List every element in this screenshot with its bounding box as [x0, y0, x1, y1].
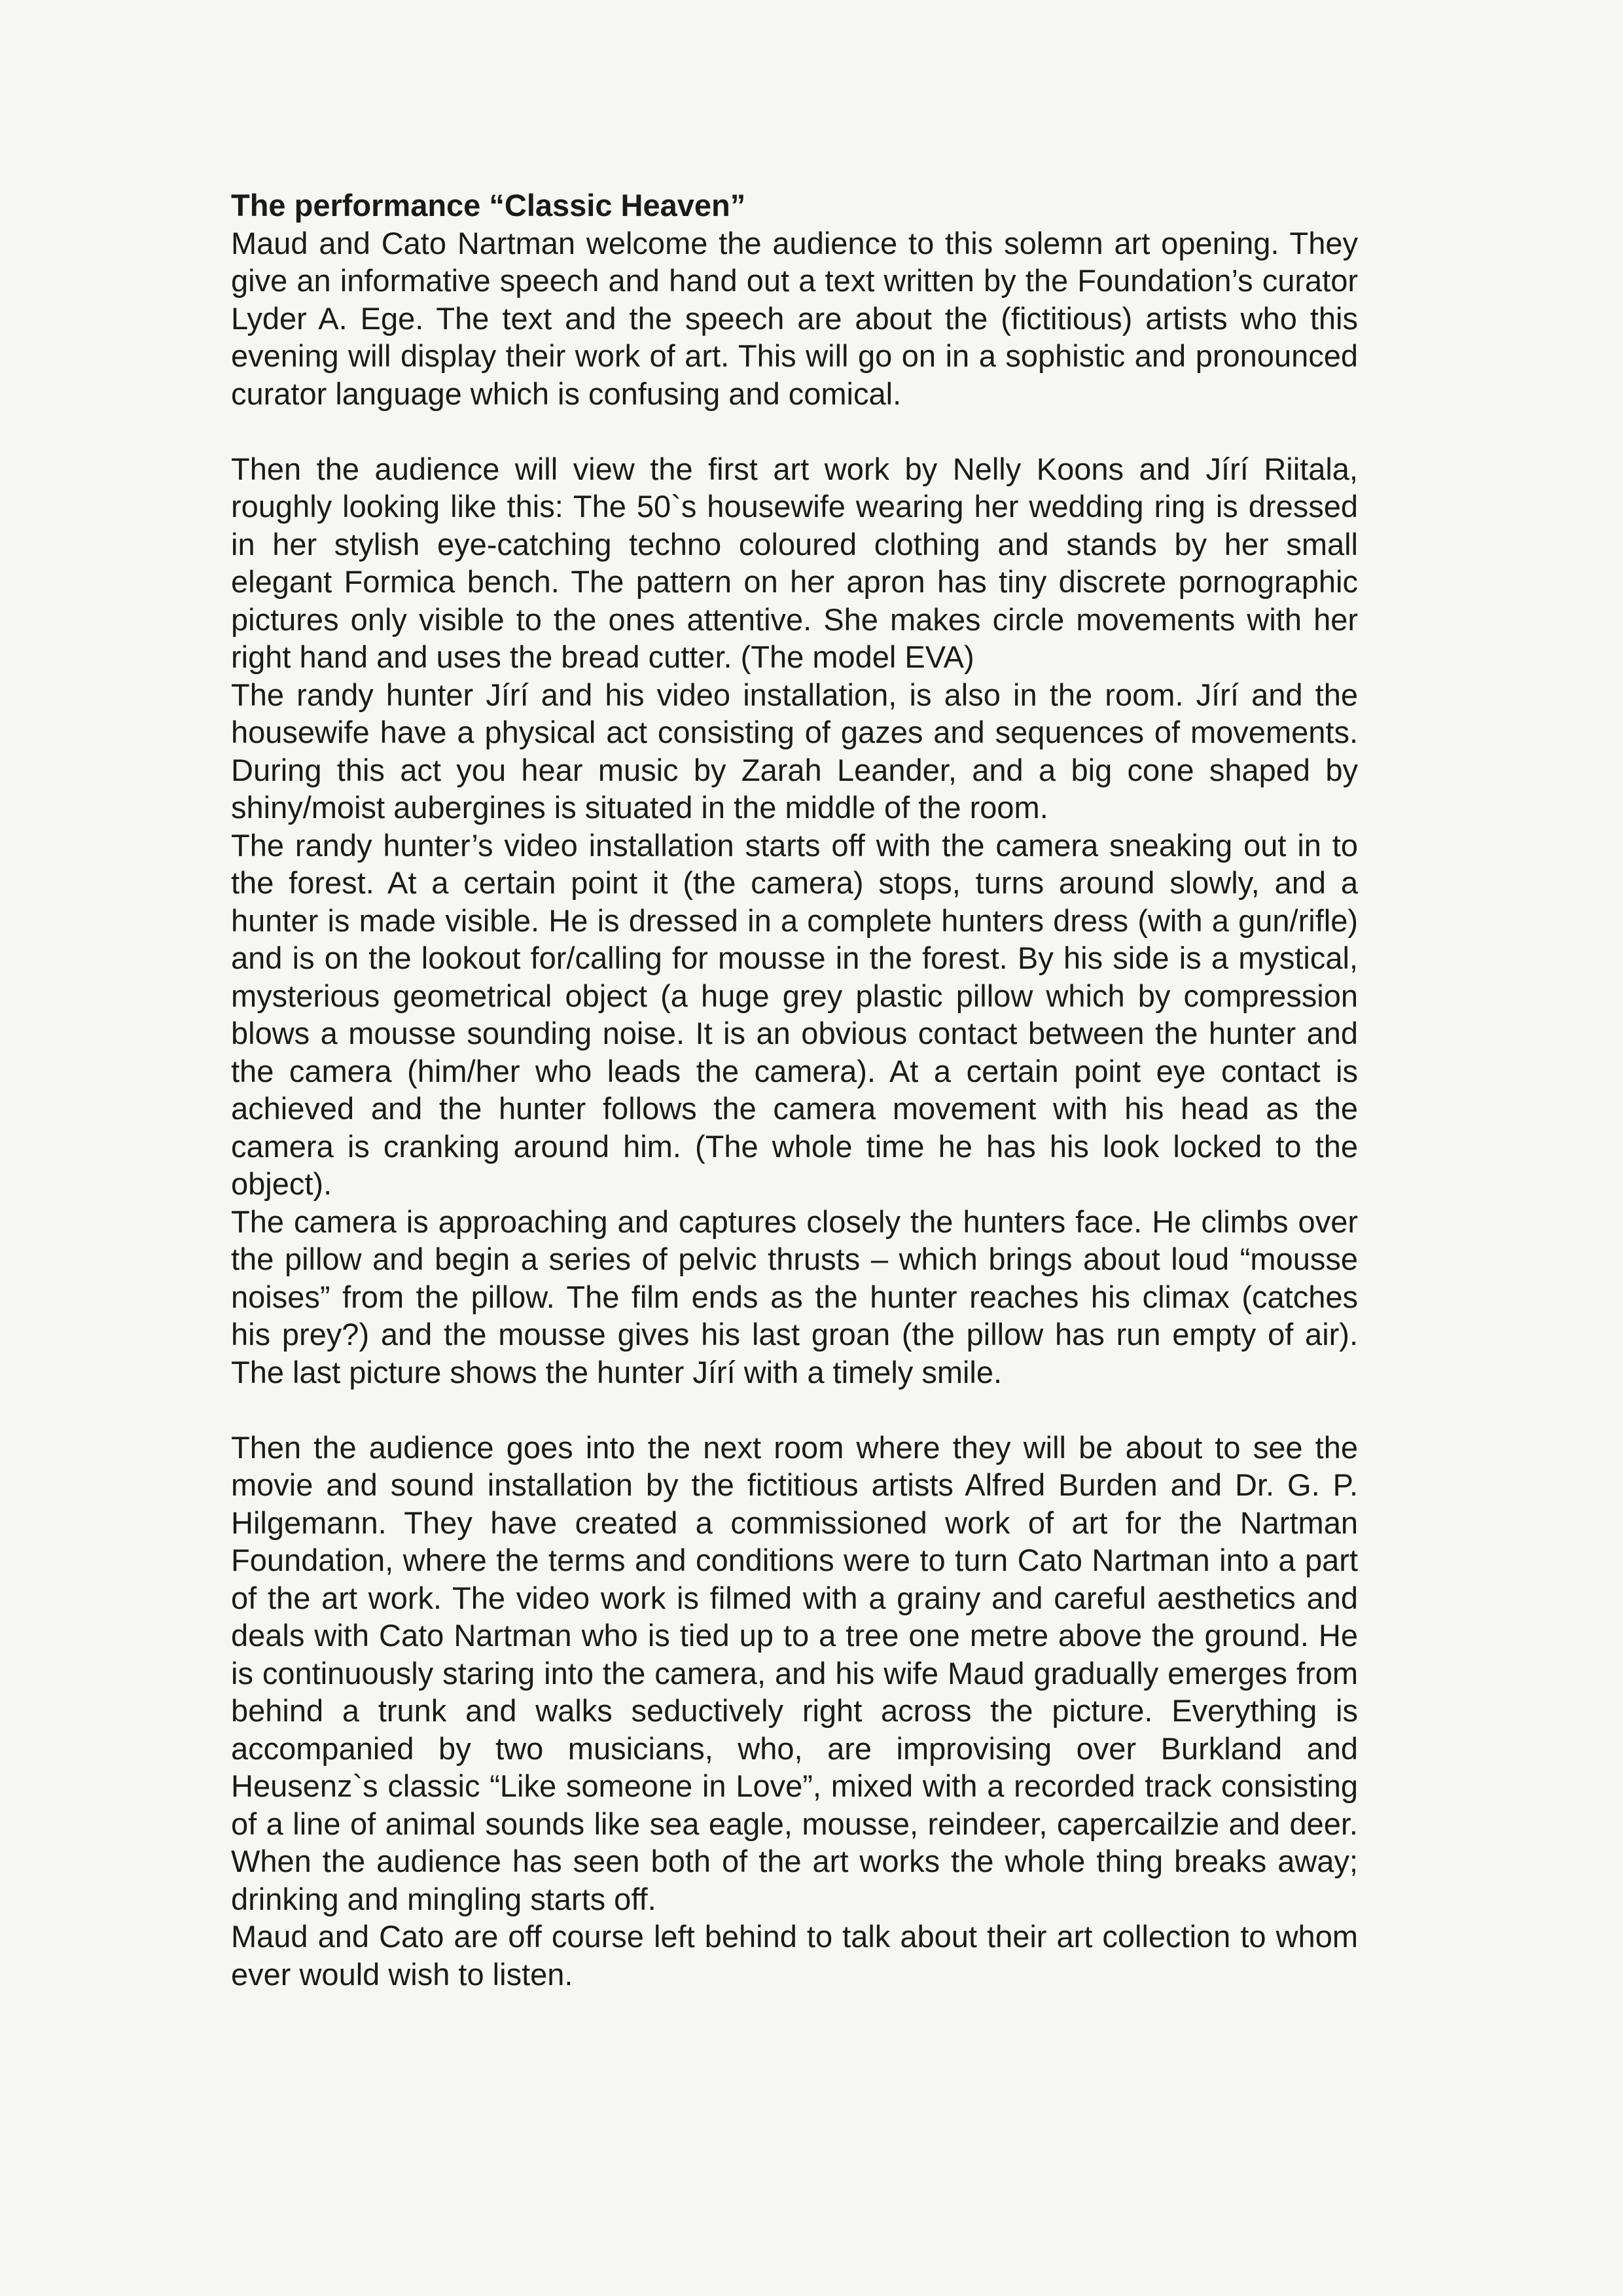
paragraph-next-room: Then the audience goes into the next room where they will be about to see the movie and sound installation by the fictitious artists Alfred Burden and Dr. G. P. Hilgemann. They have created a commissioned work of art for the Nartman Foundation, where the terms and conditions were to turn Cato Nartman into a part of the art work. The video work is filmed with a grainy and careful aesthetics and deals with Cato Nartman who is tied up to a tree one metre above the ground. He is continuously staring into the camera, and his wife Maud gradually emerges from behind a trunk and walks seductively right across the picture. Everything is accompanied by two musicians, who, are improvising over Burkland and Heusenz`s classic “Like someone in Love”, mixed with a recorded track consisting of a line of animal sounds like sea eagle, mousse, reindeer, capercailzie and deer. When the audience has seen both of the art works the whole thing breaks away; drinking and mingling starts off.	[231, 1429, 1358, 1916]
paragraph-randy-hunter: The randy hunter Jírí and his video installation, is also in the room. Jírí and the housewife have a physical act consisting of gazes and sequences of movements. During this act you hear music by Zarah Leander, and a big cone shaped by shiny/moist aubergines is situated in the middle of the room.	[231, 677, 1358, 825]
paragraph-closing: Maud and Cato are off course left behind to talk about their art collection to whom ever would wish to listen.	[231, 1919, 1358, 1992]
paragraph-spacer	[231, 412, 1358, 450]
paragraph-opening: Maud and Cato Nartman welcome the audience to this solemn art opening. They give an informative speech and hand out a text written by the Foundation’s curator Lyder A. Ege. The text and the speech are about the (fictitious) artists who this evening will display their work of art. This will go on in a sophistic and pronounced curator language which is confusing and comical.	[231, 225, 1358, 411]
paragraph-video-installation: The randy hunter’s video installation starts off with the camera sneaking out in to the forest. At a certain point it (the camera) stops, turns around slowly, and a hunter is made visible. He is dressed in a complete hunters dress (with a gun/rifle) and is on the lookout for/calling for mousse in the forest. By his side is a mystical, mysterious geometrical object (a huge grey plastic pillow which by compression blows a mousse sounding noise. It is an obvious contact between the hunter and the camera (him/her who leads the camera). At a certain point eye contact is achieved and the hunter follows the camera movement with his head as the camera is cranking around him. (The whole time he has his look locked to the object).	[231, 827, 1358, 1201]
paragraph-camera-approach: The camera is approaching and captures closely the hunters face. He climbs over the pillow and begin a series of pelvic thrusts – which brings about loud “mousse noises” from the pillow. The film ends as the hunter reaches his climax (catches his prey?) and the mousse gives his last groan (the pillow has run empty of air). The last picture shows the hunter Jírí with a timely smile.	[231, 1204, 1358, 1390]
document-title: The performance “Classic Heaven”	[231, 188, 746, 223]
document-page	[231, 187, 1358, 1993]
paragraph-first-artwork: Then the audience will view the first art work by Nelly Koons and Jírí Riitala, roughly looking like this: The 50`s housewife wearing her wedding ring is dressed in her stylish eye-catching techno coloured clothing and stands by her small elegant Formica bench. The pattern on her apron has tiny discrete pornographic pictures only visible to the ones attentive. She makes circle movements with her right hand and uses the bread cutter. (The model EVA)	[231, 451, 1358, 674]
paragraph-spacer	[231, 1391, 1358, 1429]
